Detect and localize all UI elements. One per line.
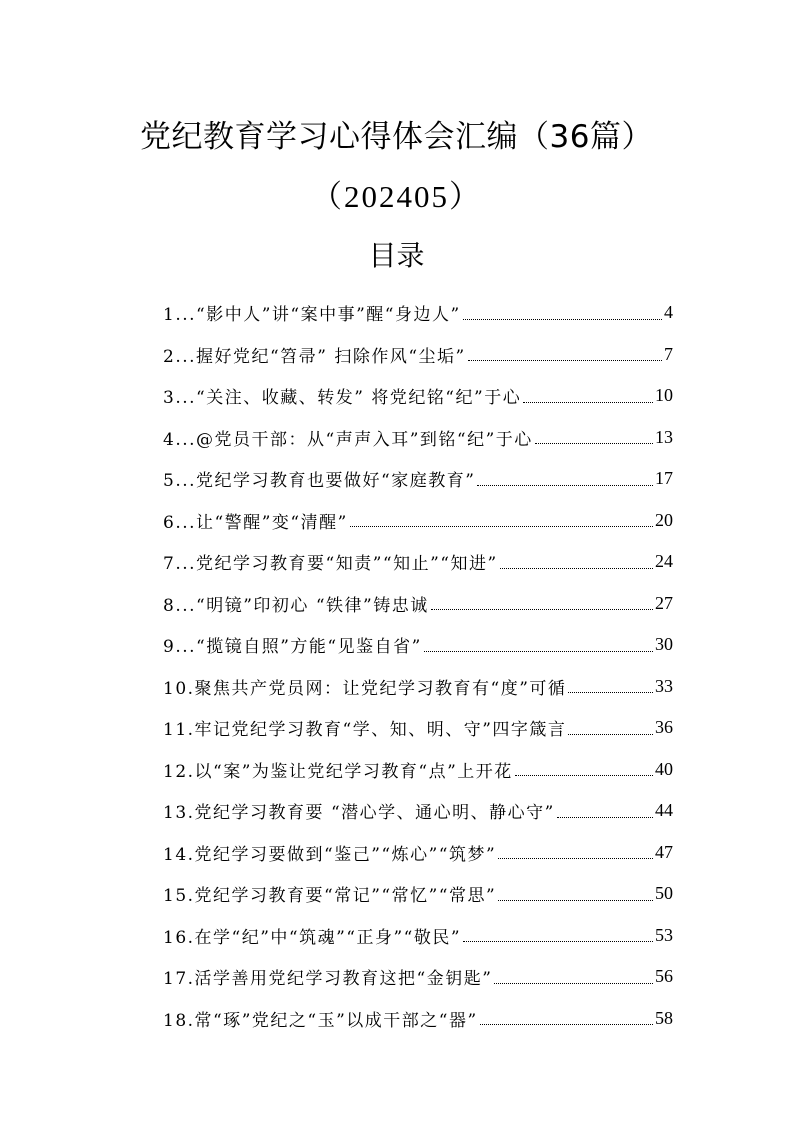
toc-entry[interactable] — [163, 500, 673, 542]
toc-entry[interactable] — [163, 666, 673, 708]
toc-entry-page-number: 47 — [655, 841, 673, 862]
toc-entry[interactable] — [163, 998, 673, 1040]
toc-entry-title: 13.党纪学习教育要 “潜心学、通心明、静心守” — [163, 803, 555, 824]
toc-dot-leader — [350, 525, 653, 527]
toc-entry-page-number: 33 — [655, 675, 673, 696]
toc-dot-leader — [424, 650, 653, 652]
toc-dot-leader — [535, 442, 653, 444]
toc-dot-leader — [500, 567, 653, 569]
toc-entry-page-number: 20 — [655, 509, 673, 530]
toc-dot-leader — [477, 484, 653, 486]
toc-entry-title: 14.党纪学习要做到“鉴己”“炼心”“筑梦” — [163, 844, 497, 865]
toc-entry[interactable] — [163, 292, 673, 334]
toc-entry-page-number: 27 — [655, 592, 673, 613]
toc-entry-title: 7...党纪学习教育要“知责”“知止”“知进” — [163, 554, 498, 575]
toc-entry[interactable] — [163, 334, 673, 376]
toc-entry-page-number: 10 — [655, 385, 673, 406]
toc-entry-title: 3...“关注、收藏、转发” 将党纪铭“纪”于心 — [163, 388, 522, 409]
document-subtitle: （202405） — [311, 179, 482, 214]
toc-entry-title: 10.聚焦共产党员网：让党纪学习教育有“度”可循 — [163, 678, 567, 699]
toc-entry-title: 5...党纪学习教育也要做好“家庭教育” — [163, 471, 476, 492]
table-of-contents — [163, 292, 673, 1039]
toc-entry[interactable] — [163, 583, 673, 625]
toc-entry[interactable] — [163, 541, 673, 583]
toc-entry-page-number: 13 — [655, 426, 673, 447]
toc-entry-title: 9...“揽镜自照”方能“见鉴自省” — [163, 637, 422, 658]
toc-entry-page-number: 7 — [664, 343, 673, 364]
toc-entry-page-number: 24 — [655, 551, 673, 572]
toc-entry[interactable] — [163, 624, 673, 666]
toc-entry[interactable] — [163, 873, 673, 915]
toc-dot-leader — [463, 940, 653, 942]
toc-heading: 目录 — [368, 239, 425, 272]
toc-dot-leader — [515, 774, 653, 776]
toc-dot-leader — [557, 816, 653, 818]
toc-entry-title: 1...“影中人”讲“案中事”醒“身边人” — [163, 305, 461, 326]
toc-dot-leader — [431, 608, 653, 610]
toc-dot-leader — [568, 691, 653, 693]
toc-dot-leader — [568, 733, 653, 735]
toc-entry-page-number: 58 — [655, 1007, 673, 1028]
toc-dot-leader — [480, 1023, 653, 1025]
toc-entry-title: 16.在学“纪”中“筑魂”“正身”“敬民” — [163, 927, 462, 948]
toc-dot-leader — [523, 401, 653, 403]
toc-entry-page-number: 17 — [655, 468, 673, 489]
toc-entry-page-number: 40 — [655, 758, 673, 779]
toc-entry[interactable] — [163, 417, 673, 459]
toc-entry[interactable] — [163, 707, 673, 749]
toc-dot-leader — [498, 899, 653, 901]
toc-dot-leader — [498, 857, 653, 859]
toc-entry[interactable] — [163, 790, 673, 832]
toc-entry-page-number: 56 — [655, 966, 673, 987]
toc-entry-page-number: 36 — [655, 717, 673, 738]
toc-entry[interactable] — [163, 458, 673, 500]
toc-entry-page-number: 30 — [655, 634, 673, 655]
toc-dot-leader — [468, 359, 662, 361]
toc-entry-title: 2...握好党纪“笤帚” 扫除作风“尘垢” — [163, 346, 466, 367]
toc-entry-title: 18.常“琢”党纪之“玉”以成干部之“器” — [163, 1010, 478, 1031]
toc-entry-page-number: 4 — [664, 302, 673, 323]
toc-entry-title: 11.牢记党纪学习教育“学、知、明、守”四字箴言 — [163, 720, 567, 741]
toc-entry[interactable] — [163, 915, 673, 957]
toc-entry[interactable] — [163, 956, 673, 998]
toc-entry-page-number: 50 — [655, 883, 673, 904]
toc-entry-title: 4...@党员干部：从“声声入耳”到铭“纪”于心 — [163, 429, 533, 450]
toc-dot-leader — [494, 982, 653, 984]
toc-entry-title: 6...让“警醒”变“清醒” — [163, 512, 348, 533]
toc-entry[interactable] — [163, 832, 673, 874]
toc-dot-leader — [463, 318, 662, 320]
toc-entry[interactable] — [163, 375, 673, 417]
toc-entry-page-number: 44 — [655, 800, 673, 821]
toc-entry-title: 12.以“案”为鉴让党纪学习教育“点”上开花 — [163, 761, 513, 782]
toc-entry-title: 17.活学善用党纪学习教育这把“金钥匙” — [163, 969, 493, 990]
toc-entry[interactable] — [163, 749, 673, 791]
toc-entry-page-number: 53 — [655, 924, 673, 945]
toc-entry-title: 15.党纪学习教育要“常记”“常忆”“常思” — [163, 886, 497, 907]
toc-entry-title: 8...“明镜”印初心 “铁律”铸忠诚 — [163, 595, 429, 616]
document-title: 党纪教育学习心得体会汇编（36篇） — [140, 119, 653, 155]
